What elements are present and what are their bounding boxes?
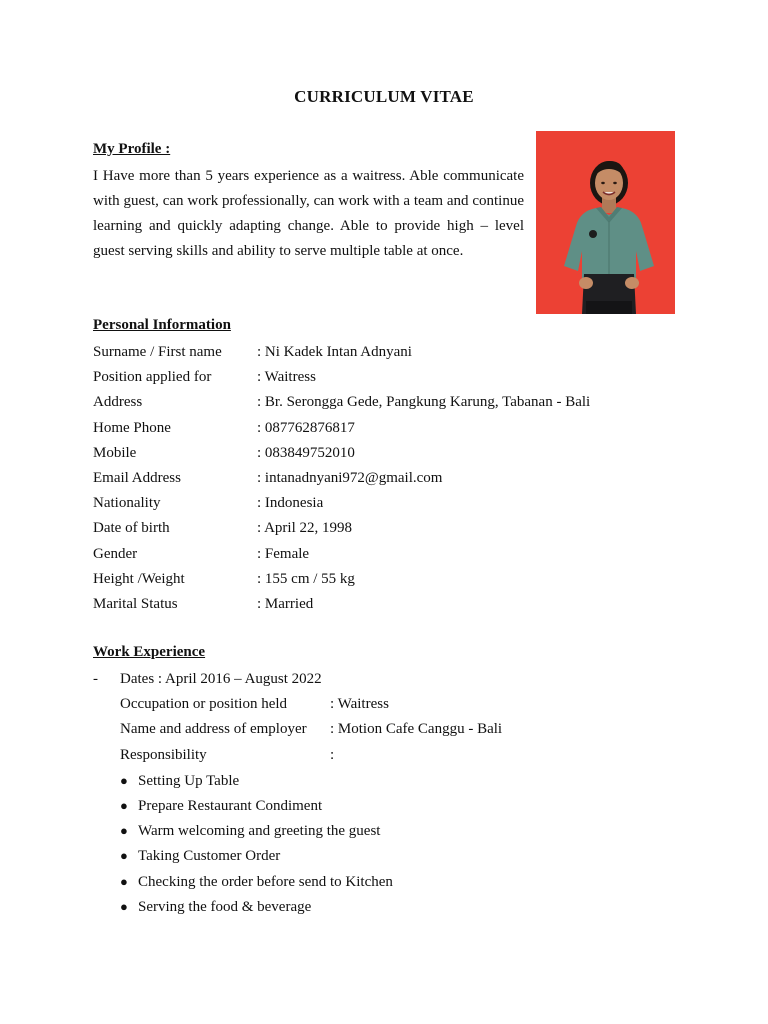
info-row bbox=[93, 390, 590, 415]
work-detail-label: Responsibility bbox=[120, 746, 207, 763]
work-experience-section bbox=[93, 667, 502, 919]
work-dates-row bbox=[93, 667, 502, 692]
info-value: : 155 cm / 55 kg bbox=[257, 570, 355, 587]
work-detail-row bbox=[93, 692, 502, 717]
info-value: : 083849752010 bbox=[257, 444, 355, 461]
dash-marker: - bbox=[93, 671, 98, 687]
info-value: : Br. Serongga Gede, Pangkung Karung, Tabanan - Bali bbox=[257, 394, 591, 411]
info-value: : Indonesia bbox=[257, 495, 324, 512]
info-label: Surname / First name bbox=[93, 344, 222, 360]
work-detail-label: Name and address of employer bbox=[120, 721, 307, 738]
info-value: : Married bbox=[257, 595, 314, 612]
info-row bbox=[93, 340, 590, 365]
work-detail-value: : bbox=[330, 746, 335, 763]
work-detail-value: : Motion Cafe Canggu - Bali bbox=[330, 721, 503, 738]
work-detail-row bbox=[93, 717, 502, 742]
responsibility-text: Checking the order before send to Kitchen bbox=[138, 873, 393, 890]
info-row bbox=[93, 365, 590, 390]
info-row bbox=[93, 466, 590, 491]
responsibility-item bbox=[93, 843, 502, 868]
responsibility-text: Warm welcoming and greeting the guest bbox=[138, 823, 381, 840]
info-label: Marital Status bbox=[93, 595, 178, 612]
info-label: Date of birth bbox=[93, 520, 170, 537]
personal-info-heading: Personal Information bbox=[93, 317, 231, 333]
responsibility-text: Taking Customer Order bbox=[138, 848, 281, 865]
info-value: : Waitress bbox=[257, 369, 316, 386]
info-row bbox=[93, 542, 590, 567]
info-value: : intanadnyani972@gmail.com bbox=[257, 469, 443, 486]
work-dates: Dates : April 2016 – August 2022 bbox=[120, 671, 322, 687]
info-label: Mobile bbox=[93, 444, 137, 461]
info-value: : Female bbox=[257, 545, 310, 562]
work-detail-value: : Waitress bbox=[330, 696, 389, 713]
document-title: CURRICULUM VITAE bbox=[294, 87, 474, 106]
responsibility-item bbox=[93, 793, 502, 818]
info-row bbox=[93, 516, 590, 541]
personal-info-table bbox=[93, 340, 590, 617]
bullet-icon: ● bbox=[120, 797, 128, 813]
bullet-icon: ● bbox=[120, 823, 128, 839]
info-label: Home Phone bbox=[93, 419, 171, 436]
info-row bbox=[93, 592, 590, 617]
info-label: Address bbox=[93, 394, 143, 411]
info-row bbox=[93, 491, 590, 516]
responsibility-text: Prepare Restaurant Condiment bbox=[138, 797, 323, 814]
info-value: : Ni Kadek Intan Adnyani bbox=[257, 344, 412, 360]
info-label: Gender bbox=[93, 545, 138, 562]
person-portrait-image bbox=[536, 131, 675, 314]
responsibility-text: Serving the food & beverage bbox=[138, 898, 312, 915]
info-label: Position applied for bbox=[93, 369, 212, 386]
bullet-icon: ● bbox=[120, 898, 128, 914]
info-label: Email Address bbox=[93, 469, 181, 486]
info-label: Nationality bbox=[93, 495, 161, 512]
info-label: Height /Weight bbox=[93, 570, 185, 587]
info-row bbox=[93, 567, 590, 592]
responsibility-item bbox=[93, 894, 502, 919]
responsibility-text: Setting Up Table bbox=[138, 772, 240, 789]
info-row bbox=[93, 441, 590, 466]
profile-heading: My Profile : bbox=[93, 141, 171, 157]
bullet-icon: ● bbox=[120, 772, 128, 788]
work-detail-row bbox=[93, 743, 502, 768]
work-detail-label: Occupation or position held bbox=[120, 696, 288, 713]
responsibility-item bbox=[93, 869, 502, 894]
bullet-icon: ● bbox=[120, 848, 128, 864]
info-value: : April 22, 1998 bbox=[257, 520, 353, 537]
work-experience-heading: Work Experience bbox=[93, 644, 206, 660]
info-value: : 087762876817 bbox=[257, 419, 355, 436]
info-row bbox=[93, 416, 590, 441]
responsibility-item bbox=[93, 768, 502, 793]
bullet-icon: ● bbox=[120, 873, 128, 889]
profile-photo bbox=[536, 131, 675, 314]
responsibility-item bbox=[93, 818, 502, 843]
profile-text: I Have more than 5 years experience as a waitress. Able communicate with guest, can work professionally, can work with a team and continue learning and quickly adapting change. Able to provide high – level guest serving skills and ability to serve multiple table at once. bbox=[93, 168, 524, 259]
